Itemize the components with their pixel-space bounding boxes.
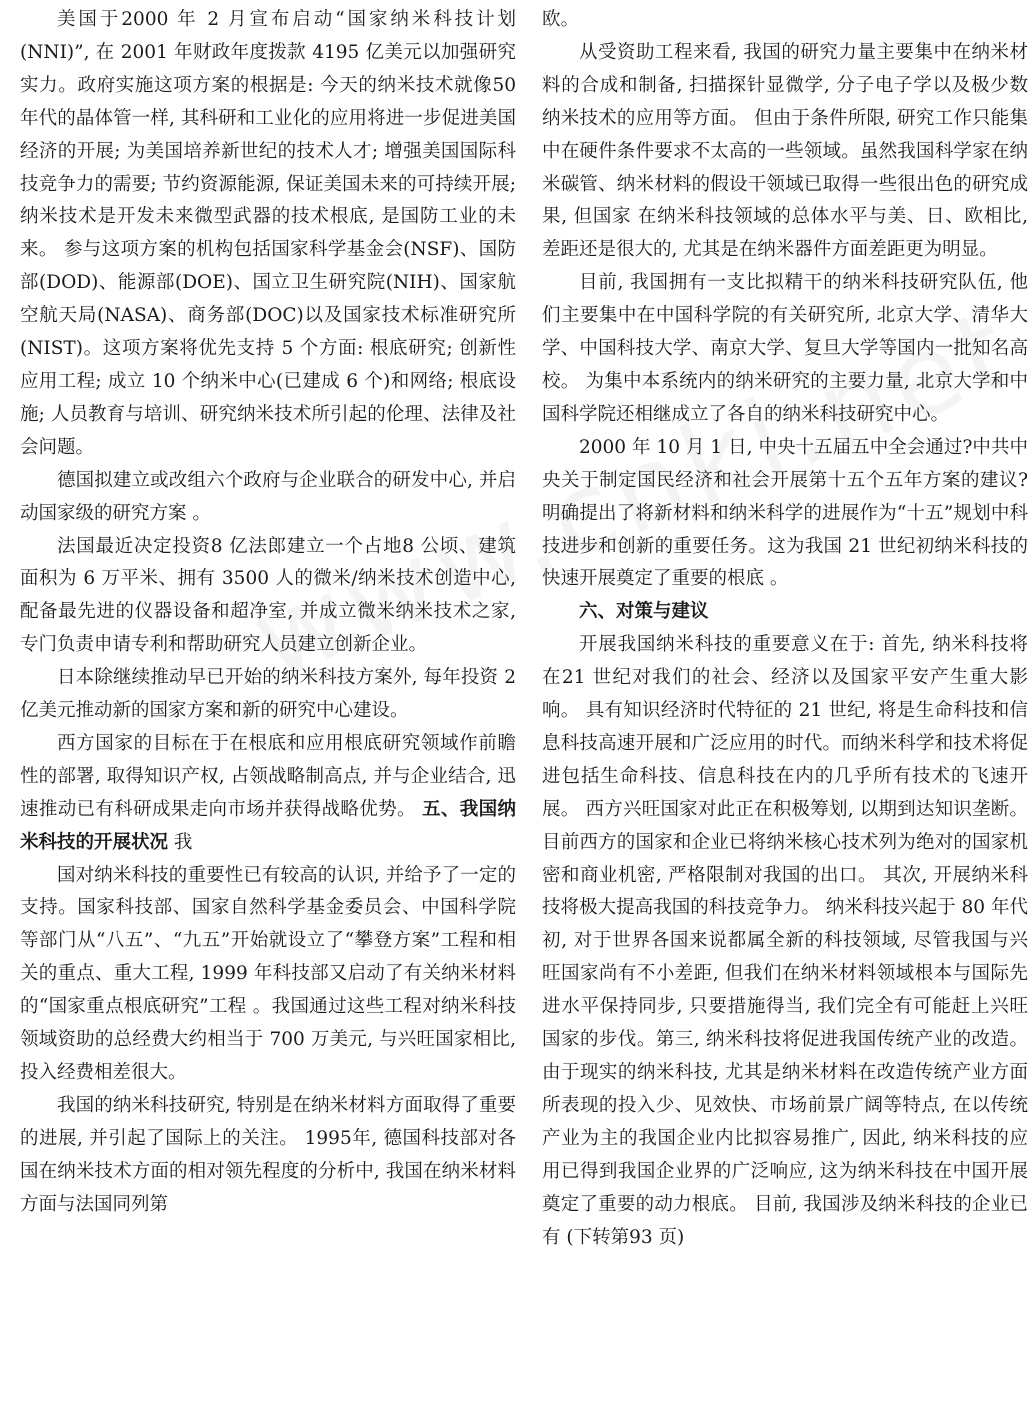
section-heading-6: 六、对策与建议 [579,601,709,623]
paragraph-japan: 日本除继续推动早已开始的纳米科技方案外, 每年投资 2 亿美元推动新的国家方案和新的研究中心建设。 [20,667,516,722]
paragraph-western-goals-text: 西方国家的目标在于在根底和应用根底研究领域作前瞻性的部署, 取得知识产权, 占领战略制高点, 并与企业结合, 迅速推动已有科研成果走向市场并获得战略优势。 [20,732,516,820]
left-column [20,4,516,1222]
paragraph-france: 法国最近决定投资8 亿法郎建立一个占地8 公顷、建筑面积为 6 万平米、拥有 3500 人的微米/纳米技术创造中心, 配备最先进的仪器设备和超净室, 并成立微米纳米技术之家, 专门负责申请专利和帮助研究人员建立创新企业。 [20,535,516,656]
paragraph-continued: 欧。 [542,9,580,30]
paragraph-research-team: 目前, 我国拥有一支比拟精干的纳米科技研究队伍, 他们主要集中在中国科学院的有关研究所, 北京大学、清华大学、中国科技大学、南京大学、复旦大学等国内一批知名高校。 为集中本系统内的纳米研究的主要力量, 北京大学和中国科学院还相继成立了各自的纳米科技研究中心。 [542,272,1028,425]
paragraph-significance: 开展我国纳米科技的重要意义在于: 首先, 纳米科技将在21 世纪对我们的社会、经济以及国家平安产生重大影响。 具有知识经济时代特征的 21 世纪, 将是生命科技和信息科技高速开展和广泛应用的时代。而纳米科学和技术将促进包括生命科技、信息科技在内的几乎所有技术的飞速开展。 西方兴旺国家对此正在积极筹划, 以期到达知识垄断。目前西方的国家和企业已将纳米核心技术列为绝对的国家机密和商业机密, 严格限制对我国的出口。 其次, 开展纳米科技将极大提高我国的科技竞争力。 纳米科技兴起于 80 年代初, 对于世界各国来说都属全新的科技领域, 尽管我国与兴旺国家尚有不小差距, 但我们在纳米材料领域根本与国际先进水平保持同步, 只要措施得当, 我们完全有可能赶上兴旺国家的步伐。第三, 纳米科技将促进我国传统产业的改造。由于现实的纳米科技, 尤其是纳米材料在改造传统产业方面所表现的投入少、见效快、市场前景广阔等特点, 在以传统产业为主的我国企业内比拟容易推广, 因此, 纳米科技的应用已得到我国企业界的广泛响应, 这为纳米科技在中国开展奠定了重要的动力根底。 目前, 我国涉及纳米科技的企业已有 (下转第93 页) [542,634,1028,1248]
paragraph-china-support: 国对纳米科技的重要性已有较高的认识, 并给予了一定的支持。国家科技部、国家自然科学基金委员会、中国科学院等部门从“八五”、“九五”开始就设立了“攀登方案”工程和相关的重点、重大工程, 1999 年科技部又启动了有关纳米材料的“国家重点根底研究”工程 。我国通过这些工程对纳米科技领域资助的总经费大约相当于 700 万美元, 与兴旺国家相比, 投入经费相差很大。 [20,864,516,1083]
paragraph-china-research: 我国的纳米科技研究, 特别是在纳米材料方面取得了重要的进展, 并引起了国际上的关注。 1995年, 德国科技部对各国在纳米技术方面的相对领先程度的分析中, 我国在纳米材料方面与法国同列第 [20,1094,516,1215]
paragraph-china-start: 我 [173,831,193,853]
paragraph-germany: 德国拟建立或改组六个政府与企业联合的研发中心, 并启动国家级的研究方案 。 [20,469,516,524]
paragraph-research-focus: 从受资助工程来看, 我国的研究力量主要集中在纳米材料的合成和制备, 扫描探针显微学, 分子电子学以及极少数纳米技术的应用等方面。 但由于条件所限, 研究工作只能集中在硬件条件要求不太高的一些领域。虽然我国科学家在纳米碳管、纳米材料的假设干领域已取得一些很出色的研究成果, 但国家 在纳米科技领域的总体水平与美、日、欧相比, 差距还是很大的, 尤其是在纳米器件方面差距更为明显。 [542,41,1028,261]
paragraph-us-nni: 美国于2000 年 2 月宣布启动“国家纳米科技计划(NNI)”, 在 2001 年财政年度拨款 4195 亿美元以加强研究实力。政府实施这项方案的根据是: 今天的纳米技术就像50 年代的晶体管一样, 其科研和工业化的应用将进一步促进美国经济的开展; 为美国培养新世纪的技术人才; 增强美国国际科技竞争力的需要; 节约资源能源, 保证美国未来的可持续开展; 纳米技术是开发未来微型武器的技术根底, 是国防工业的未来。 参与这项方案的机构包括国家科学基金会(NSF)、国防部(DOD)、能源部(DOE)、国立卫生研究院(NIH)、国家航空航天局(NASA)、商务部(DOC)以及国家技术标准研究所(NIST)。这项方案将优先支持 5 个方面: 根底研究; 创新性应用工程; 成立 10 个纳米中心(已建成 6 个)和网络; 根底设施; 人员教育与培训、研究纳米技术所引起的伦理、法律及社会问题。 [20,9,516,458]
section-heading-5: 五、我国纳米科技的开展状况 [20,798,516,853]
paragraph-fifteenth-plan: 2000 年 10 月 1 日, 中央十五届五中全会通过?中共中央关于制定国民经济和社会开展第十五个五年方案的建议?明确提出了将新材料和纳米科学的进展作为“十五”规划中科技进步和创新的重要任务。这为我国 21 世纪初纳米科技的快速开展奠定了重要的根底 。 [542,436,1028,590]
right-column [542,4,1028,1254]
paragraph-western-goals [20,728,516,860]
